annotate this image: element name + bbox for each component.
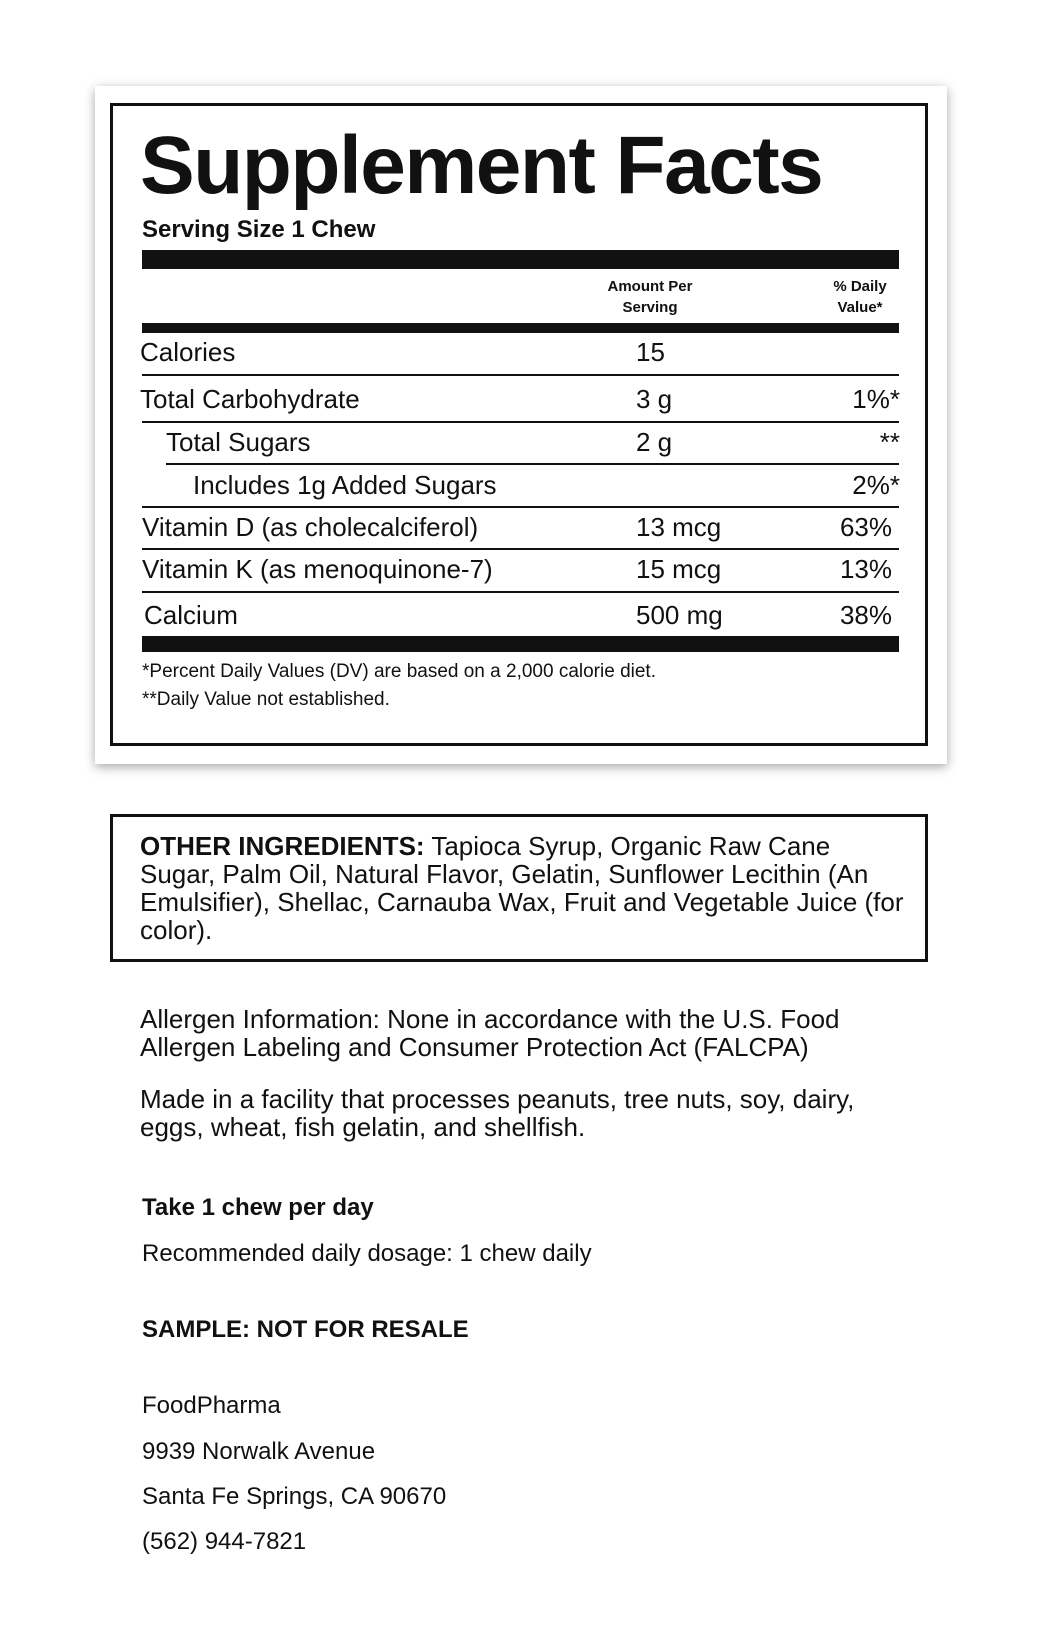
amount-per-serving-header: Amount Per Serving [607,278,693,316]
company-name: FoodPharma [142,1392,281,1419]
company-street: 9939 Norwalk Avenue [142,1438,376,1465]
row-divider [142,506,899,508]
row-label-carbohydrate: Total Carbohydrate [140,384,360,414]
row-divider [166,463,899,465]
row-divider [142,548,899,550]
row-label-calories: Calories [140,337,236,367]
row-dv-carbohydrate: 1%* [852,384,900,414]
footnote-not-established: **Daily Value not established. [142,689,390,710]
row-divider [142,374,899,376]
allergen-info: Allergen Information: None in accordance with the U.S. Food Allergen Labeling and Consumer Protection Act (FALCPA) [140,1004,840,1062]
directions-heading: Take 1 chew per day [142,1194,374,1221]
row-amount-carbohydrate: 3 g [636,384,673,414]
facility-warning: Made in a facility that processes peanuts, tree nuts, soy, dairy, eggs, wheat, fish gelatin, and shellfish. [140,1084,855,1142]
bottom-thick-bar [142,636,899,652]
row-label-vitamin-k: Vitamin K (as menoquinone-7) [142,554,493,584]
row-label-total-sugars: Total Sugars [166,427,311,457]
footnote-daily-values: *Percent Daily Values (DV) are based on a 2,000 calorie diet. [142,661,656,682]
row-amount-total-sugars: 2 g [636,427,673,457]
ingredients-text [140,832,910,944]
row-amount-vitamin-d: 13 mcg [636,512,722,542]
row-amount-calories: 15 [636,337,665,367]
header-bar [142,323,899,333]
row-dv-calcium: 38% [839,600,892,630]
row-label-vitamin-d: Vitamin D (as cholecalciferol) [142,512,479,542]
row-dv-added-sugars: 2%* [852,470,900,500]
row-amount-calcium: 500 mg [636,600,723,630]
row-dv-vitamin-d: 63% [839,512,892,542]
company-city: Santa Fe Springs, CA 90670 [142,1483,447,1510]
directions-text: Recommended daily dosage: 1 chew daily [142,1240,592,1267]
row-divider [142,421,899,423]
row-dv-vitamin-k: 13% [839,554,892,584]
serving-size: Serving Size 1 Chew [142,216,376,243]
resale-notice: SAMPLE: NOT FOR RESALE [142,1316,469,1343]
daily-value-header: % Daily Value* [833,278,887,316]
row-dv-total-sugars: ** [879,427,900,457]
company-phone: (562) 944-7821 [142,1528,307,1555]
facts-title: Supplement Facts [140,120,823,211]
top-thick-bar [142,250,899,269]
row-divider [142,591,899,593]
row-amount-vitamin-k: 15 mcg [636,554,722,584]
ingredients-heading: OTHER INGREDIENTS: [140,831,425,861]
row-label-added-sugars: Includes 1g Added Sugars [193,470,497,500]
row-label-calcium: Calcium [144,600,238,630]
ingredients-list: Tapioca Syrup, Organic Raw Cane Sugar, Palm Oil, Natural Flavor, Gelatin, Sunflower Lecithin (An Emulsifier), Shellac, Carnauba Wax, Fruit and Vegetable Juice (for color). [140,831,904,945]
